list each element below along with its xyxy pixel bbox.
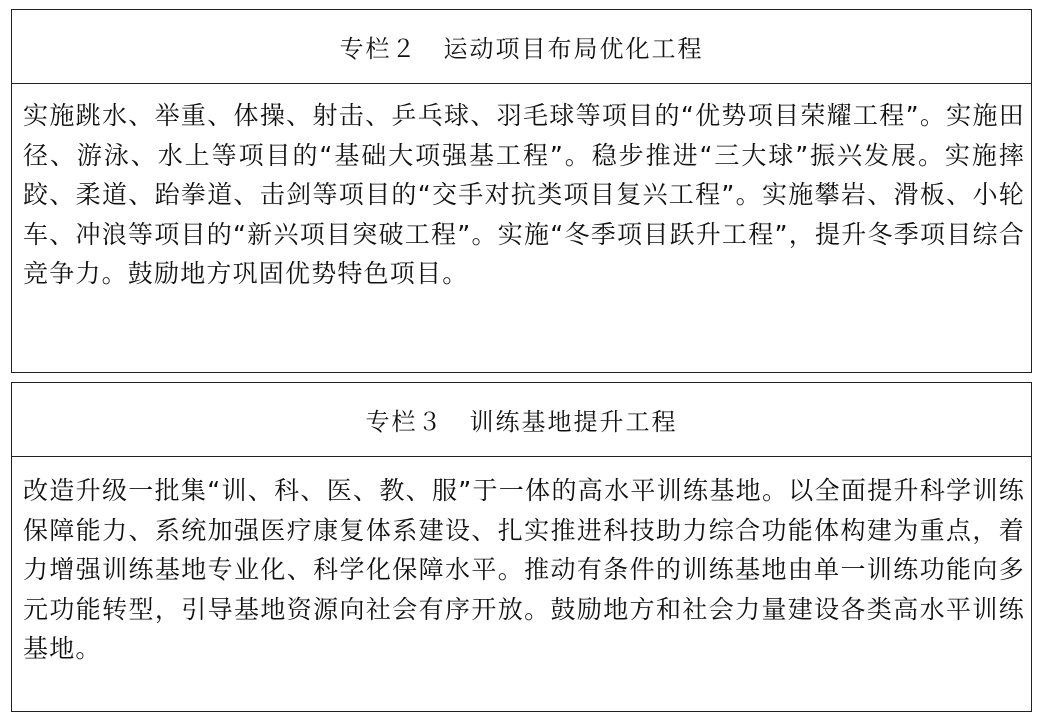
panel-training-base: [11, 382, 1032, 712]
panel-body-text: 改造升级一批集“训、科、医、教、服”于一体的高水平训练基地。以全面提升科学训练保障能力、系统加强医疗康复体系建设、扎实推进科技助力综合功能体构建为重点，着力增强训练基地专业化、科学化保障水平。推动有条件的训练基地由单一训练功能向多元功能转型，引导基地资源向社会有序开放。鼓励地方和社会力量建设各类高水平训练基地。: [23, 476, 1025, 663]
panel-layout-optimization: [11, 9, 1032, 373]
panel-title: 专栏３ 训练基地提升工程: [12, 383, 1031, 457]
panel-body-text: 实施跳水、举重、体操、射击、乒乓球、羽毛球等项目的“优势项目荣耀工程”。实施田径、游泳、水上等项目的“基础大项强基工程”。稳步推进“三大球”振兴发展。实施摔跤、柔道、跆拳道、击剑等项目的“交手对抗类项目复兴工程”。实施攀岩、滑板、小轮车、冲浪等项目的“新兴项目突破工程”。实施“冬季项目跃升工程”，提升冬季项目综合竞争力。鼓励地方巩固优势特色项目。: [23, 101, 1025, 288]
panel-title: 专栏２ 运动项目布局优化工程: [12, 10, 1031, 84]
